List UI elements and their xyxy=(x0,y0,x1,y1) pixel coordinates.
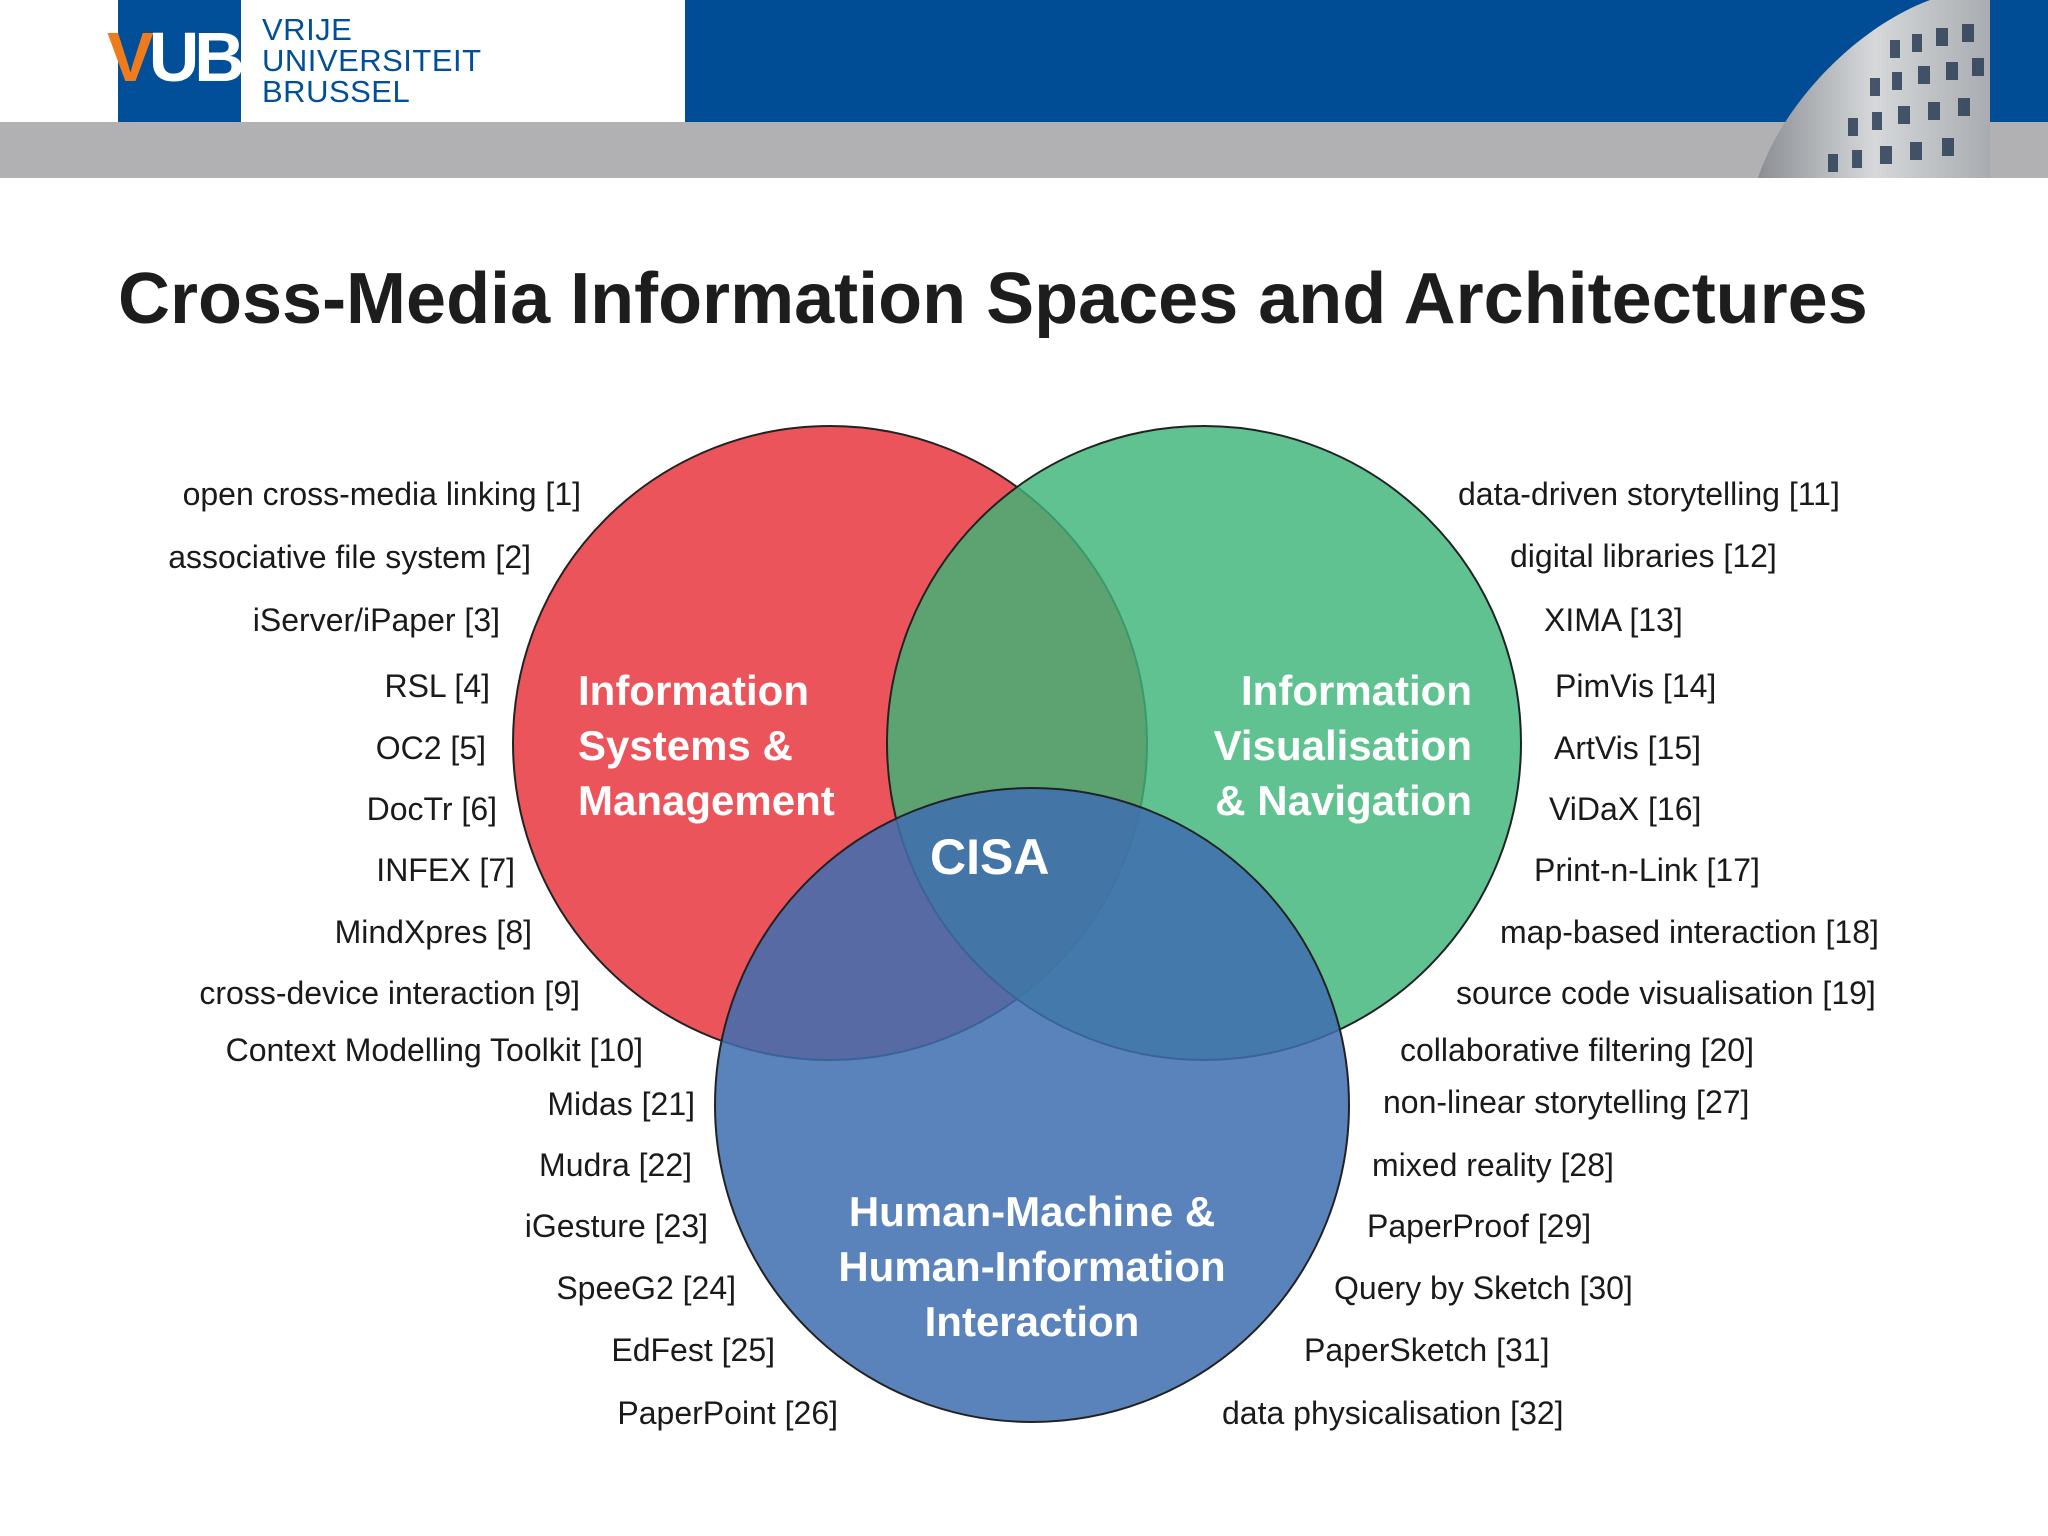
red-title-line: Information xyxy=(578,667,809,714)
label-right-blue: mixed reality [28] xyxy=(1372,1147,1614,1183)
label-left-red: DocTr [6] xyxy=(366,791,497,827)
label-left-red: MindXpres [8] xyxy=(334,914,532,950)
red-title-line: Systems & xyxy=(578,722,793,769)
label-right-blue: PaperProof [29] xyxy=(1367,1208,1592,1244)
label-right-green: data-driven storytelling [11] xyxy=(1458,476,1840,512)
label-right-green: Print-n-Link [17] xyxy=(1534,852,1760,888)
label-right-green: digital libraries [12] xyxy=(1510,538,1777,574)
label-right-green: PimVis [14] xyxy=(1555,668,1717,704)
label-right-blue: non-linear storytelling [27] xyxy=(1383,1084,1750,1120)
red-circle-title xyxy=(578,663,835,828)
green-title-line: Visualisation xyxy=(1213,722,1472,769)
green-circle-title xyxy=(1170,663,1472,828)
label-right-green: source code visualisation [19] xyxy=(1456,975,1876,1011)
university-name-line-3: BRUSSEL xyxy=(262,74,411,109)
label-left-blue: SpeeG2 [24] xyxy=(556,1270,736,1306)
vub-logo: VUB xyxy=(107,18,240,96)
label-left-red: iServer/iPaper [3] xyxy=(252,602,500,638)
red-title-line: Management xyxy=(578,777,835,824)
label-left-red: OC2 [5] xyxy=(375,730,486,766)
label-left-red: open cross-media linking [1] xyxy=(182,476,581,512)
label-left-blue: iGesture [23] xyxy=(524,1208,708,1244)
page-title: Cross-Media Information Spaces and Architectures xyxy=(118,259,1868,339)
label-right-green: map-based interaction [18] xyxy=(1500,914,1879,950)
label-left-blue: Mudra [22] xyxy=(539,1147,692,1183)
label-left-red: RSL [4] xyxy=(384,668,490,704)
label-left-red: INFEX [7] xyxy=(376,852,515,888)
label-left-blue: Midas [21] xyxy=(547,1086,695,1122)
label-right-green: XIMA [13] xyxy=(1544,602,1683,638)
label-right-blue: PaperSketch [31] xyxy=(1304,1332,1550,1368)
label-right-blue: data physicalisation [32] xyxy=(1222,1395,1564,1431)
label-right-green: ViDaX [16] xyxy=(1549,791,1702,827)
green-title-line: & Navigation xyxy=(1215,777,1472,824)
blue-title-line: Human-Information xyxy=(838,1243,1226,1290)
label-left-blue: PaperPoint [26] xyxy=(617,1395,838,1431)
blue-title-line: Interaction xyxy=(924,1298,1140,1345)
blue-circle-title xyxy=(792,1184,1272,1349)
university-name-line-2: UNIVERSITEIT xyxy=(262,43,482,78)
center-label: CISA xyxy=(930,829,1050,885)
label-right-green: collaborative filtering [20] xyxy=(1400,1032,1754,1068)
green-title-line: Information xyxy=(1241,667,1472,714)
label-left-red: Context Modelling Toolkit [10] xyxy=(225,1032,643,1068)
university-name-line-1: VRIJE xyxy=(262,12,353,47)
label-right-blue: Query by Sketch [30] xyxy=(1334,1270,1633,1306)
label-left-red: associative file system [2] xyxy=(168,539,531,575)
label-left-blue: EdFest [25] xyxy=(611,1332,775,1368)
blue-title-line: Human-Machine & xyxy=(848,1188,1216,1235)
label-right-green: ArtVis [15] xyxy=(1554,730,1702,766)
label-left-red: cross-device interaction [9] xyxy=(199,975,580,1011)
